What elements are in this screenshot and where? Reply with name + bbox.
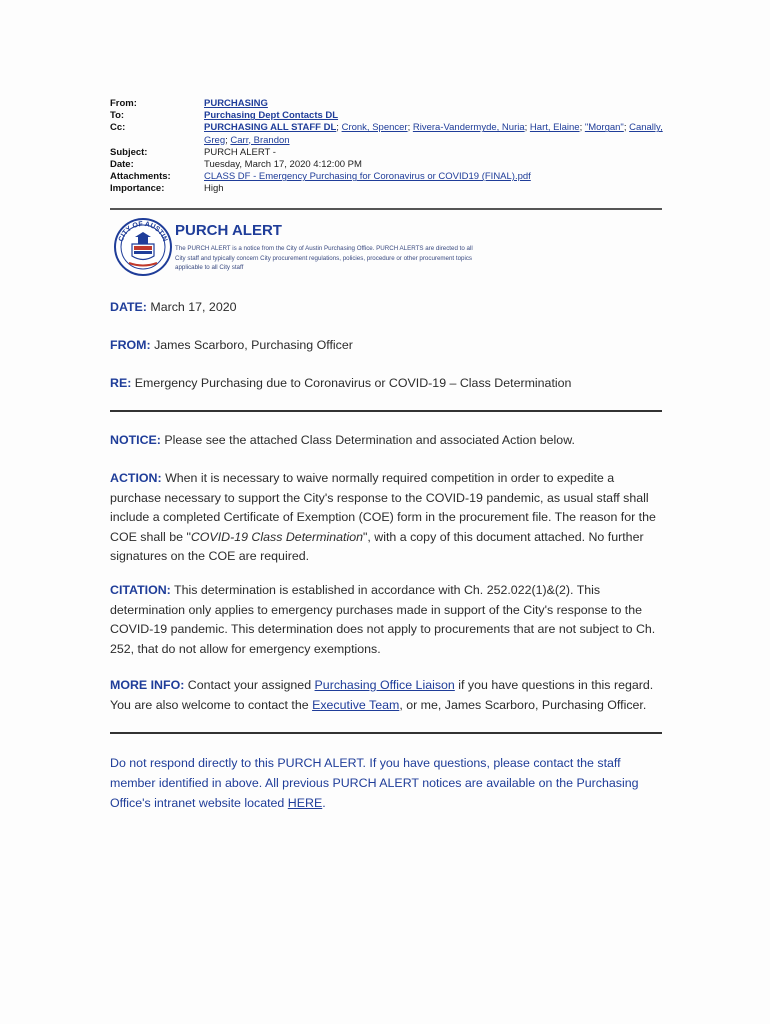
memo-re-value: Emergency Purchasing due to Coronavirus or COVID-19 – Class Determination — [134, 376, 572, 390]
attachment-link[interactable]: CLASS DF - Emergency Purchasing for Coronavirus or COVID19 (FINAL).pdf — [204, 171, 531, 183]
citation-label: CITATION: — [110, 583, 171, 597]
cc-label: Cc: — [110, 122, 126, 134]
memo-date — [110, 298, 665, 318]
subject-row — [110, 147, 670, 159]
citation-paragraph — [110, 581, 665, 659]
from-label: From: — [110, 98, 137, 109]
importance-row — [110, 183, 670, 195]
notice-paragraph — [110, 431, 665, 451]
importance-value: High — [204, 183, 224, 195]
notice-label: NOTICE: — [110, 433, 161, 447]
attachments-row — [110, 171, 670, 183]
more-info-text-1: Contact your assigned — [187, 678, 312, 692]
cc-link-3[interactable]: Rivera-Vandermyde, Nuria — [412, 122, 525, 134]
memo-from-value: James Scarboro, Purchasing Officer — [154, 338, 353, 352]
more-info-text-3: , or me, James Scarboro, Purchasing Officer. — [399, 697, 647, 712]
alert-description: The PURCH ALERT is a notice from the City of Austin Purchasing Office. PURCH ALERTS are directed to all City staff and typically concern City procurement regulations, policies, procedure or other procurement topics applicable to all City staff — [175, 245, 473, 271]
action-text-1: When it is necessary to waive normally required competition in order to expedite a purchase necessary to support the City's response to the COVID-19 pandemic, as usual staff shall include a completed Certificate of Exemption (COE) form in the procurement file. The reason for the COE shall be " — [110, 471, 656, 544]
city-seal-icon — [113, 217, 173, 277]
to-label: To: — [110, 110, 125, 122]
date-row — [110, 159, 670, 171]
more-info-text-2: if you have questions in this regard. You are also welcome to contact the — [110, 678, 654, 712]
memo-date-value: March 17, 2020 — [150, 300, 237, 314]
memo-date-label: DATE: — [110, 300, 147, 314]
cc-link-5[interactable]: "Morgan" — [584, 122, 624, 134]
to-row — [110, 110, 670, 122]
subject-label: Subject: — [110, 146, 148, 158]
cc-link-6[interactable]: Canally, Greg — [204, 122, 663, 146]
seal-text: CITY OF AUSTIN — [117, 220, 169, 243]
alert-title: PURCH ALERT — [175, 222, 282, 239]
cc-link-2[interactable]: Cronk, Spencer — [341, 122, 408, 134]
here-link[interactable]: HERE — [287, 796, 323, 810]
liaison-link[interactable]: Purchasing Office Liaison — [314, 678, 455, 692]
footer-end: . — [322, 796, 326, 810]
to-link[interactable]: Purchasing Dept Contacts DL — [204, 110, 339, 122]
header-divider — [110, 208, 662, 210]
memo-from — [110, 336, 665, 356]
importance-label: Importance: — [110, 183, 165, 195]
memo-re-label: RE: — [110, 376, 132, 390]
cc-link-7[interactable]: Carr, Brandon — [230, 134, 290, 146]
action-label: ACTION: — [110, 471, 162, 485]
email-header — [110, 98, 670, 196]
footer-divider — [110, 732, 662, 734]
cc-row: Cc: PURCHASING ALL STAFF DL; Cronk, Spencer; Rivera-Vandermyde, Nuria; Hart, Elaine; "Morgan"; Canally, Greg; Carr, Brandon — [110, 122, 663, 146]
memo-re — [110, 374, 665, 394]
date-value: Tuesday, March 17, 2020 4:12:00 PM — [204, 159, 362, 171]
attachments-label: Attachments: — [110, 171, 171, 183]
action-paragraph — [110, 469, 665, 567]
footer-note — [110, 753, 650, 813]
subject-value: PURCH ALERT - — [204, 146, 276, 158]
cc-link-1[interactable]: PURCHASING ALL STAFF DL — [204, 122, 337, 134]
cc-link-4[interactable]: Hart, Elaine — [529, 122, 580, 134]
action-text-italic: COVID-19 Class Determination — [190, 529, 363, 544]
memo-from-label: FROM: — [110, 338, 151, 352]
date-label: Date: — [110, 159, 134, 171]
executive-team-link[interactable]: Executive Team — [312, 697, 400, 712]
from-link[interactable]: PURCHASING — [204, 98, 268, 109]
more-info-label: MORE INFO: — [110, 678, 185, 692]
citation-text: This determination is established in accordance with Ch. 252.022(1)&(2). This determination only applies to emergency purchases made in support of the City's response to the COVID-19 pandemic. This determination does not apply to procurements that are not subject to Ch. 252, that do not allow for emergency exemptions. — [110, 583, 656, 656]
notice-text: Please see the attached Class Determination and associated Action below. — [164, 433, 575, 447]
action-text-2: ", with a copy of this document attached. No further signatures on the COE are required. — [110, 529, 644, 563]
footer-text: Do not respond directly to this PURCH ALERT. If you have questions, please contact the staff member identified in above. All previous PURCH ALERT notices are available on the Purchasing Office's intranet website located — [110, 756, 639, 810]
memo-divider — [110, 410, 662, 412]
from-row — [110, 98, 670, 110]
more-info-paragraph — [110, 676, 665, 715]
